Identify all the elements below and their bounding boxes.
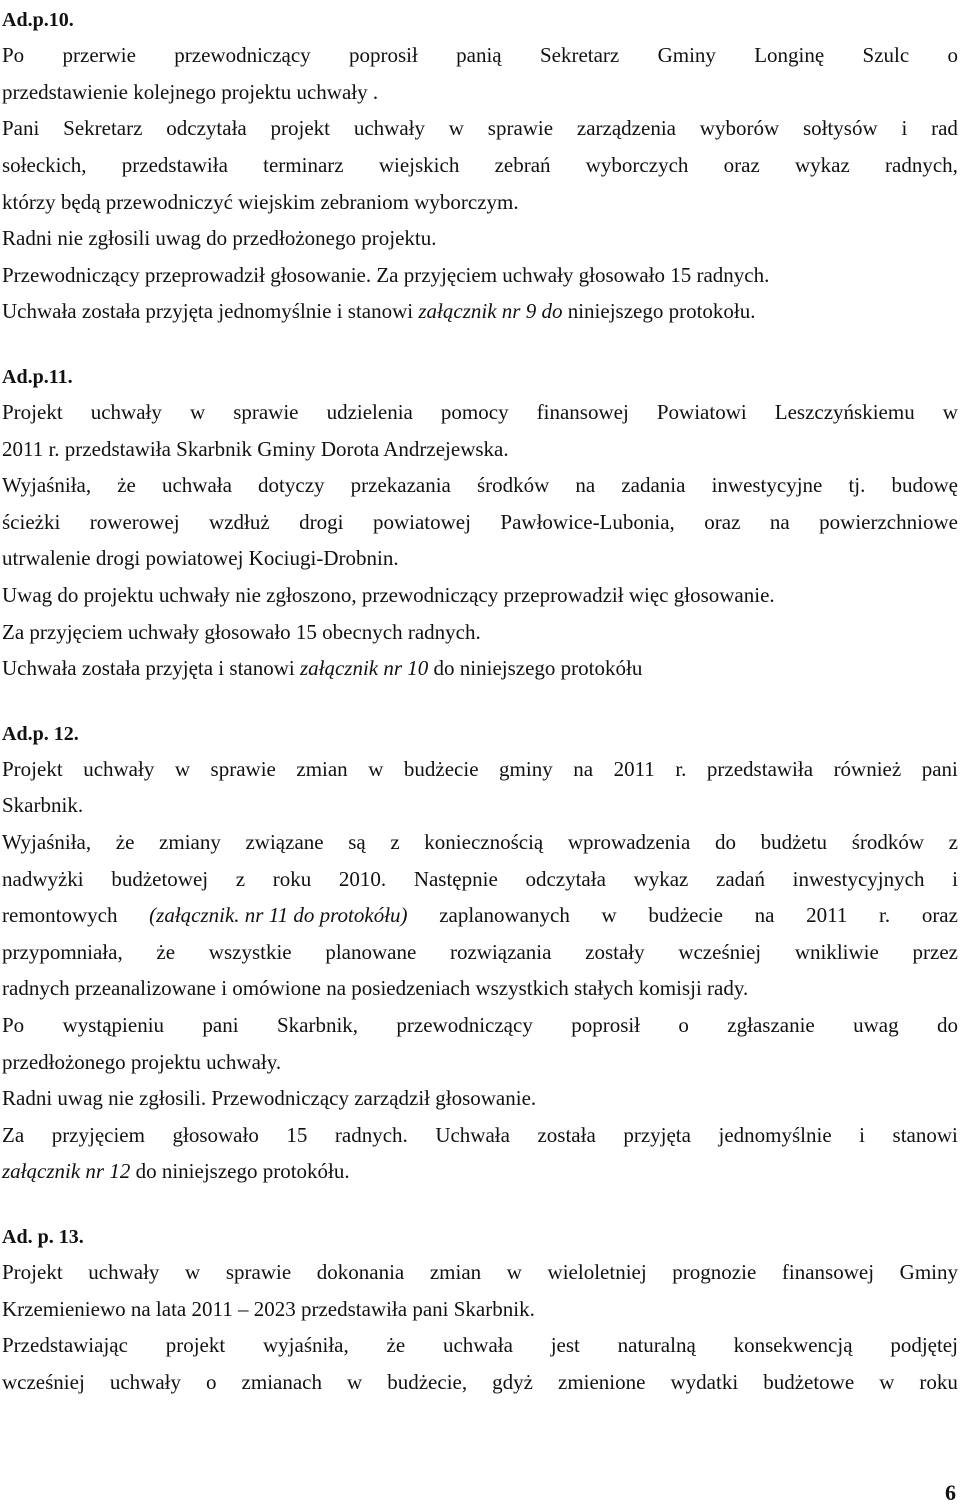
section-heading: Ad.p. 12. xyxy=(2,722,79,745)
section-ad-p-12 xyxy=(2,721,958,1190)
paragraph-line: ścieżki rowerowej wzdłuż drogi powiatowej Pawłowice-Lubonia, oraz na powierzchniowe xyxy=(2,509,958,534)
paragraph-line: Radni uwag nie zgłosili. Przewodniczący zarządził głosowanie. xyxy=(2,1086,537,1111)
paragraph-line: Wyjaśniła, że uchwała dotyczy przekazania środków na zadania inwestycyjne tj. budowę xyxy=(2,473,958,498)
paragraph-line: Po przerwie przewodniczący poprosił panią Sekretarz Gminy Longinę Szulc o xyxy=(2,43,958,68)
paragraph-line: Za przyjęciem uchwały głosowało 15 obecnych radnych. xyxy=(2,619,481,644)
paragraph-line-attachment-12: załącznik nr 12 do niniejszego protokółu. xyxy=(2,1159,350,1184)
paragraph-line: Projekt uchwały w sprawie dokonania zmian w wieloletniej prognozie finansowej Gminy xyxy=(2,1259,958,1284)
section-heading: Ad.p.11. xyxy=(2,365,73,388)
paragraph-line: utrwalenie drogi powiatowej Kociugi-Drobnin. xyxy=(2,546,399,571)
paragraph-line: Uwag do projektu uchwały nie zgłoszono, przewodniczący przeprowadził więc głosowanie. xyxy=(2,583,775,608)
paragraph-line: Pani Sekretarz odczytała projekt uchwały w sprawie zarządzenia wyborów sołtysów i rad xyxy=(2,116,958,141)
paragraph-line: Przedstawiając projekt wyjaśniła, że uchwała jest naturalną konsekwencją podjętej xyxy=(2,1333,958,1358)
paragraph-line: przedłożonego projektu uchwały. xyxy=(2,1049,282,1074)
paragraph-line-attachment-10: Uchwała została przyjęta i stanowi załącznik nr 10 do niniejszego protokółu xyxy=(2,656,643,681)
section-ad-p-11 xyxy=(2,364,958,687)
paragraph-line: przypomniała, że wszystkie planowane rozwiązania zostały wcześniej wnikliwie przez xyxy=(2,939,958,964)
section-ad-p-13 xyxy=(2,1224,958,1400)
paragraph-line-attachment-9: Uchwała została przyjęta jednomyślnie i stanowi załącznik nr 9 do niniejszego protokołu. xyxy=(2,299,756,324)
paragraph-line: Za przyjęciem głosowało 15 radnych. Uchwała została przyjęta jednomyślnie i stanowi xyxy=(2,1122,958,1147)
paragraph-line: Wyjaśniła, że zmiany związane są z koniecznością wprowadzenia do budżetu środków z xyxy=(2,829,958,854)
paragraph-line: Skarbnik. xyxy=(2,793,84,818)
paragraph-line: którzy będą przewodniczyć wiejskim zebraniom wyborczym. xyxy=(2,189,519,214)
paragraph-line: Po wystąpieniu pani Skarbnik, przewodniczący poprosił o zgłaszanie uwag do xyxy=(2,1012,958,1037)
paragraph-line: Projekt uchwały w sprawie zmian w budżecie gminy na 2011 r. przedstawiła również pani xyxy=(2,756,958,781)
page-number: 6 xyxy=(945,1480,956,1505)
paragraph-line: 2011 r. przedstawiła Skarbnik Gminy Dorota Andrzejewska. xyxy=(2,436,509,461)
paragraph-line: Projekt uchwały w sprawie udzielenia pomocy finansowej Powiatowi Leszczyńskiemu w xyxy=(2,400,958,425)
paragraph-line-attachment-11: remontowych (załącznik. nr 11 do protokółu) zaplanowanych w budżecie na 2011 r. oraz xyxy=(2,903,958,928)
paragraph-line: przedstawienie kolejnego projektu uchwały . xyxy=(2,79,379,104)
paragraph-line: nadwyżki budżetowej z roku 2010. Następnie odczytała wykaz zadań inwestycyjnych i xyxy=(2,866,958,891)
paragraph-line: Krzemieniewo na lata 2011 – 2023 przedstawiła pani Skarbnik. xyxy=(2,1296,535,1321)
section-ad-p-10 xyxy=(2,7,958,330)
paragraph-line: Radni nie zgłosili uwag do przedłożonego projektu. xyxy=(2,226,437,251)
document-page xyxy=(2,0,958,1400)
paragraph-line: sołeckich, przedstawiła terminarz wiejskich zebrań wyborczych oraz wykaz radnych, xyxy=(2,153,958,178)
paragraph-line: Przewodniczący przeprowadził głosowanie. Za przyjęciem uchwały głosowało 15 radnych. xyxy=(2,262,770,287)
section-heading: Ad. p. 13. xyxy=(2,1225,84,1248)
paragraph-line: wcześniej uchwały o zmianach w budżecie, gdyż zmienione wydatki budżetowe w roku xyxy=(2,1369,958,1394)
section-heading: Ad.p.10. xyxy=(2,9,74,31)
paragraph-line: radnych przeanalizowane i omówione na posiedzeniach wszystkich stałych komisji rady. xyxy=(2,976,749,1001)
